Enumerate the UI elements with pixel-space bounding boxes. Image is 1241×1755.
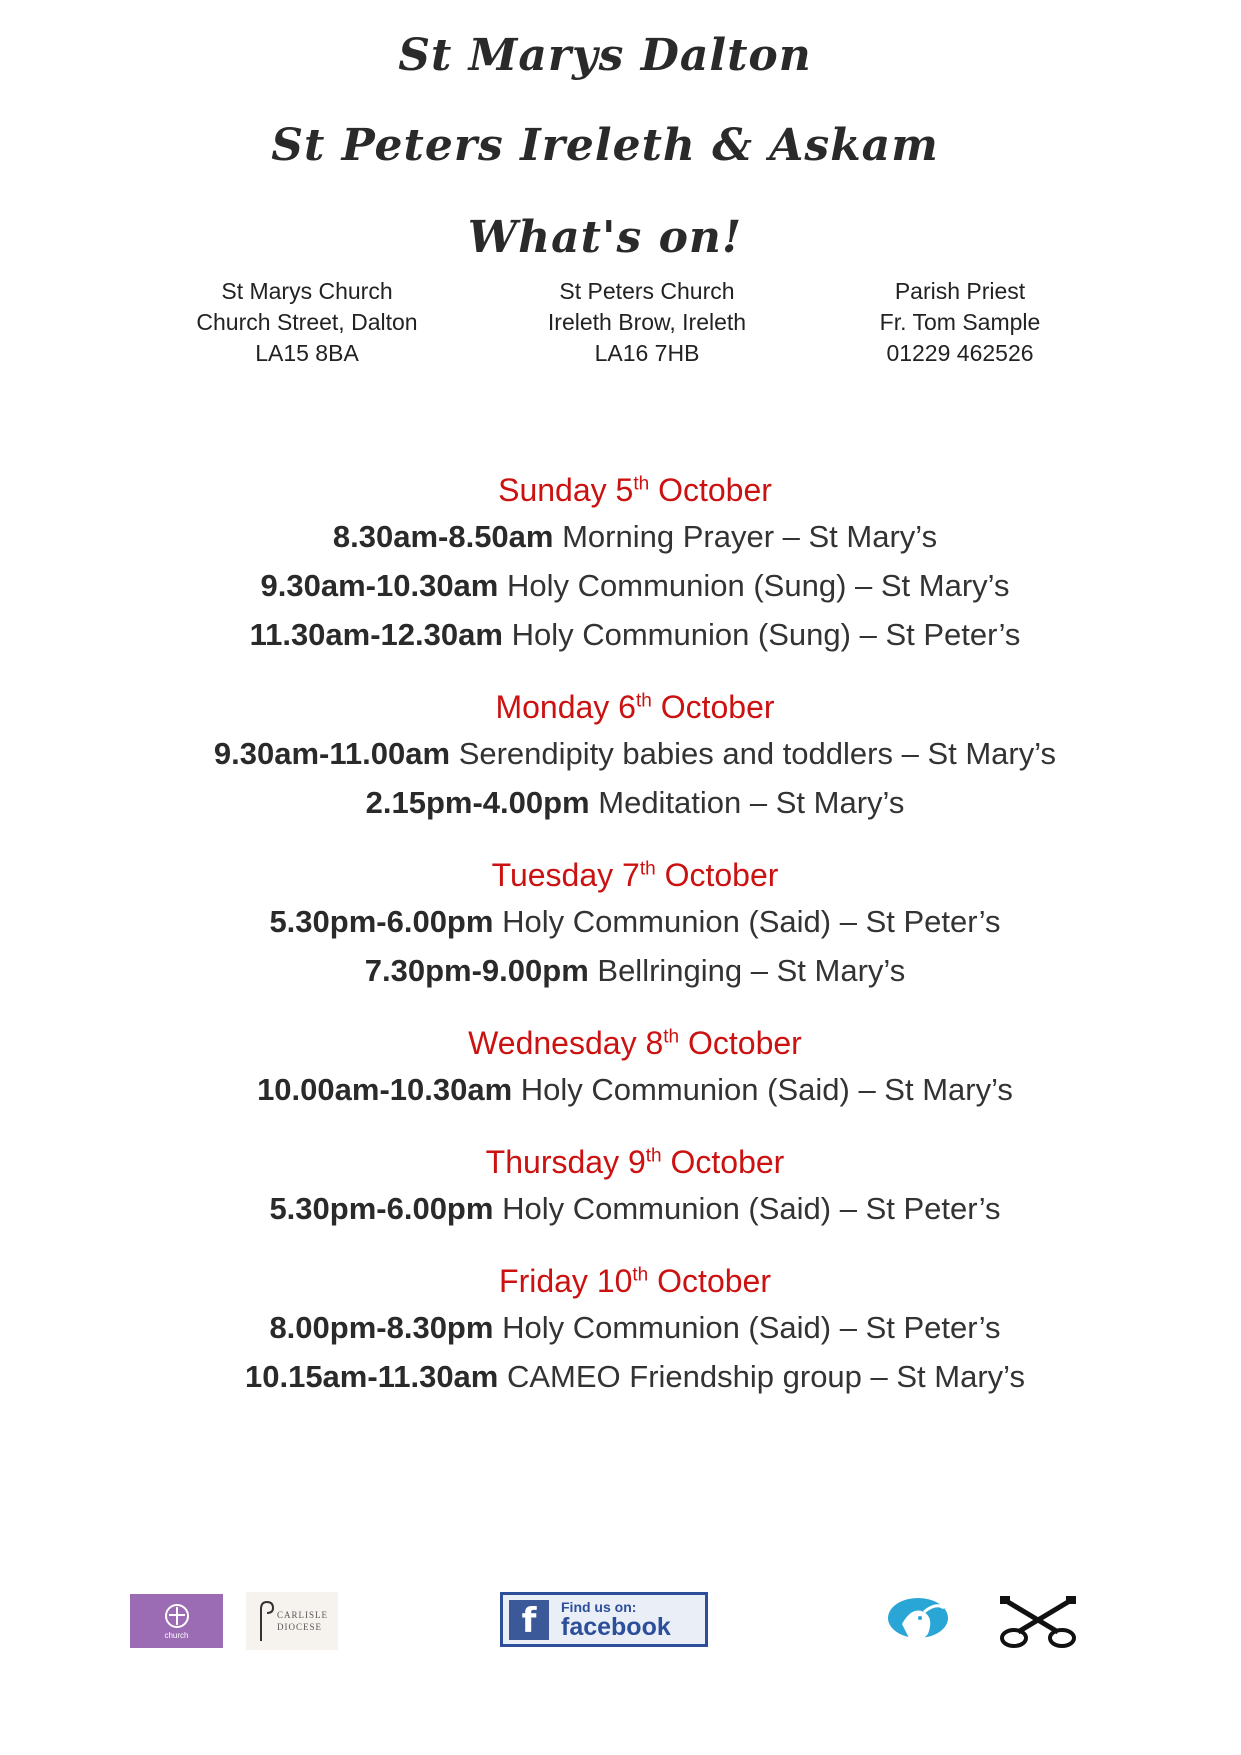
event-time: 8.30am-8.50am bbox=[332, 519, 554, 554]
dove-logo bbox=[884, 1594, 956, 1648]
day-month: October bbox=[670, 1144, 785, 1180]
contact-st-marys bbox=[147, 276, 467, 369]
day-number: 5 bbox=[615, 472, 634, 508]
parish-title-dalton: St Marys Dalton bbox=[398, 30, 812, 81]
day-ordinal-suffix: th bbox=[663, 1026, 680, 1048]
facebook-text bbox=[561, 1600, 671, 1640]
day-weekday: Friday bbox=[499, 1263, 588, 1299]
day-month: October bbox=[688, 1025, 802, 1061]
event-description: Holy Communion (Said) – St Peter’s bbox=[502, 904, 1001, 939]
event-row bbox=[0, 729, 1241, 778]
event-time: 10.00am-10.30am bbox=[257, 1072, 513, 1107]
day-block-thursday bbox=[0, 1140, 1241, 1233]
event-description: Meditation – St Mary’s bbox=[598, 785, 905, 820]
day-number: 8 bbox=[645, 1025, 664, 1061]
facebook-icon: f bbox=[509, 1600, 549, 1640]
event-row bbox=[0, 1352, 1241, 1401]
day-block-tuesday bbox=[0, 853, 1241, 995]
day-block-sunday bbox=[0, 468, 1241, 659]
day-block-wednesday bbox=[0, 1021, 1241, 1114]
event-row bbox=[0, 561, 1241, 610]
facebook-wordmark: facebook bbox=[561, 1612, 671, 1641]
contact-address: Ireleth Brow, Ireleth bbox=[547, 309, 747, 335]
contact-postcode: LA15 8BA bbox=[255, 340, 359, 366]
day-month: October bbox=[657, 1263, 771, 1299]
day-heading bbox=[0, 468, 1241, 512]
event-description: Holy Communion (Said) – St Peter’s bbox=[502, 1191, 1001, 1226]
day-month: October bbox=[658, 472, 772, 508]
contact-name: St Peters Church bbox=[559, 278, 735, 304]
event-row bbox=[0, 897, 1241, 946]
event-description: Holy Communion (Sung) – St Mary’s bbox=[506, 568, 1010, 603]
crossed-keys-icon bbox=[992, 1592, 1084, 1650]
event-description: Bellringing – St Mary’s bbox=[597, 953, 906, 988]
day-ordinal-suffix: th bbox=[632, 1264, 649, 1286]
event-time: 8.00pm-8.30pm bbox=[269, 1310, 494, 1345]
event-time: 10.15am-11.30am bbox=[244, 1359, 499, 1394]
day-weekday: Tuesday bbox=[491, 857, 614, 893]
carlisle-diocese-logo bbox=[246, 1592, 338, 1650]
event-time: 5.30pm-6.00pm bbox=[269, 904, 494, 939]
day-ordinal-suffix: th bbox=[645, 1145, 662, 1167]
day-weekday: Thursday bbox=[485, 1144, 620, 1180]
day-month: October bbox=[660, 689, 775, 725]
st-peter-keys-logo bbox=[992, 1592, 1084, 1650]
event-row bbox=[0, 1303, 1241, 1352]
day-number: 6 bbox=[618, 689, 636, 725]
event-description: Holy Communion (Said) – St Peter’s bbox=[502, 1310, 1001, 1345]
day-ordinal-suffix: th bbox=[635, 690, 652, 712]
day-heading bbox=[0, 1140, 1241, 1184]
day-heading bbox=[0, 1021, 1241, 1065]
facebook-find-us-button[interactable] bbox=[500, 1592, 708, 1647]
day-number: 10 bbox=[596, 1263, 633, 1299]
event-time: 11.30am-12.30am bbox=[249, 617, 503, 652]
contact-phone: 01229 462526 bbox=[886, 340, 1034, 366]
crozier-icon bbox=[255, 1599, 277, 1643]
contact-parish-priest bbox=[800, 276, 1120, 369]
event-row bbox=[0, 946, 1241, 995]
contact-priest-name: Fr. Tom Sample bbox=[879, 309, 1041, 335]
carlisle-logo-text: CARLISLE DIOCESE bbox=[277, 1610, 329, 1632]
contact-st-peters bbox=[487, 276, 807, 369]
event-time: 9.30am-11.00am bbox=[213, 736, 451, 771]
event-time: 5.30pm-6.00pm bbox=[269, 1191, 494, 1226]
event-row bbox=[0, 512, 1241, 561]
event-description: Holy Communion (Sung) – St Peter’s bbox=[511, 617, 1021, 652]
cofe-logo-text: church bbox=[164, 1630, 189, 1640]
day-weekday: Wednesday bbox=[468, 1025, 637, 1061]
facebook-find-us-label: Find us on: bbox=[561, 1598, 637, 1615]
contact-address: Church Street, Dalton bbox=[196, 309, 418, 335]
day-ordinal-suffix: th bbox=[639, 858, 656, 880]
event-row bbox=[0, 1065, 1241, 1114]
day-heading bbox=[0, 853, 1241, 897]
contact-role: Parish Priest bbox=[894, 278, 1026, 304]
dove-icon bbox=[884, 1594, 956, 1648]
contact-name: St Marys Church bbox=[221, 278, 393, 304]
event-description: Morning Prayer – St Mary’s bbox=[562, 519, 938, 554]
day-month: October bbox=[664, 857, 779, 893]
event-time: 9.30am-10.30am bbox=[260, 568, 499, 603]
church-of-england-logo bbox=[130, 1594, 223, 1648]
weekly-schedule bbox=[0, 468, 1241, 1427]
church-cross-icon bbox=[164, 1603, 190, 1629]
day-block-friday bbox=[0, 1259, 1241, 1401]
day-weekday: Monday bbox=[495, 689, 610, 725]
parish-title-ireleth: St Peters Ireleth & Askam bbox=[271, 120, 939, 171]
event-time: 2.15pm-4.00pm bbox=[365, 785, 590, 820]
event-description: CAMEO Friendship group – St Mary’s bbox=[506, 1359, 1025, 1394]
day-block-monday bbox=[0, 685, 1241, 827]
day-heading bbox=[0, 685, 1241, 729]
event-row bbox=[0, 1184, 1241, 1233]
event-time: 7.30pm-9.00pm bbox=[364, 953, 589, 988]
event-description: Holy Communion (Said) – St Mary’s bbox=[520, 1072, 1013, 1107]
day-ordinal-suffix: th bbox=[633, 473, 650, 495]
contact-postcode: LA16 7HB bbox=[594, 340, 700, 366]
day-number: 9 bbox=[627, 1144, 646, 1180]
whats-on-heading: What's on! bbox=[467, 212, 743, 263]
event-row bbox=[0, 778, 1241, 827]
event-description: Serendipity babies and toddlers – St Mary’s bbox=[458, 736, 1057, 771]
day-weekday: Sunday bbox=[498, 472, 607, 508]
day-number: 7 bbox=[622, 857, 640, 893]
event-row bbox=[0, 610, 1241, 659]
day-heading bbox=[0, 1259, 1241, 1303]
